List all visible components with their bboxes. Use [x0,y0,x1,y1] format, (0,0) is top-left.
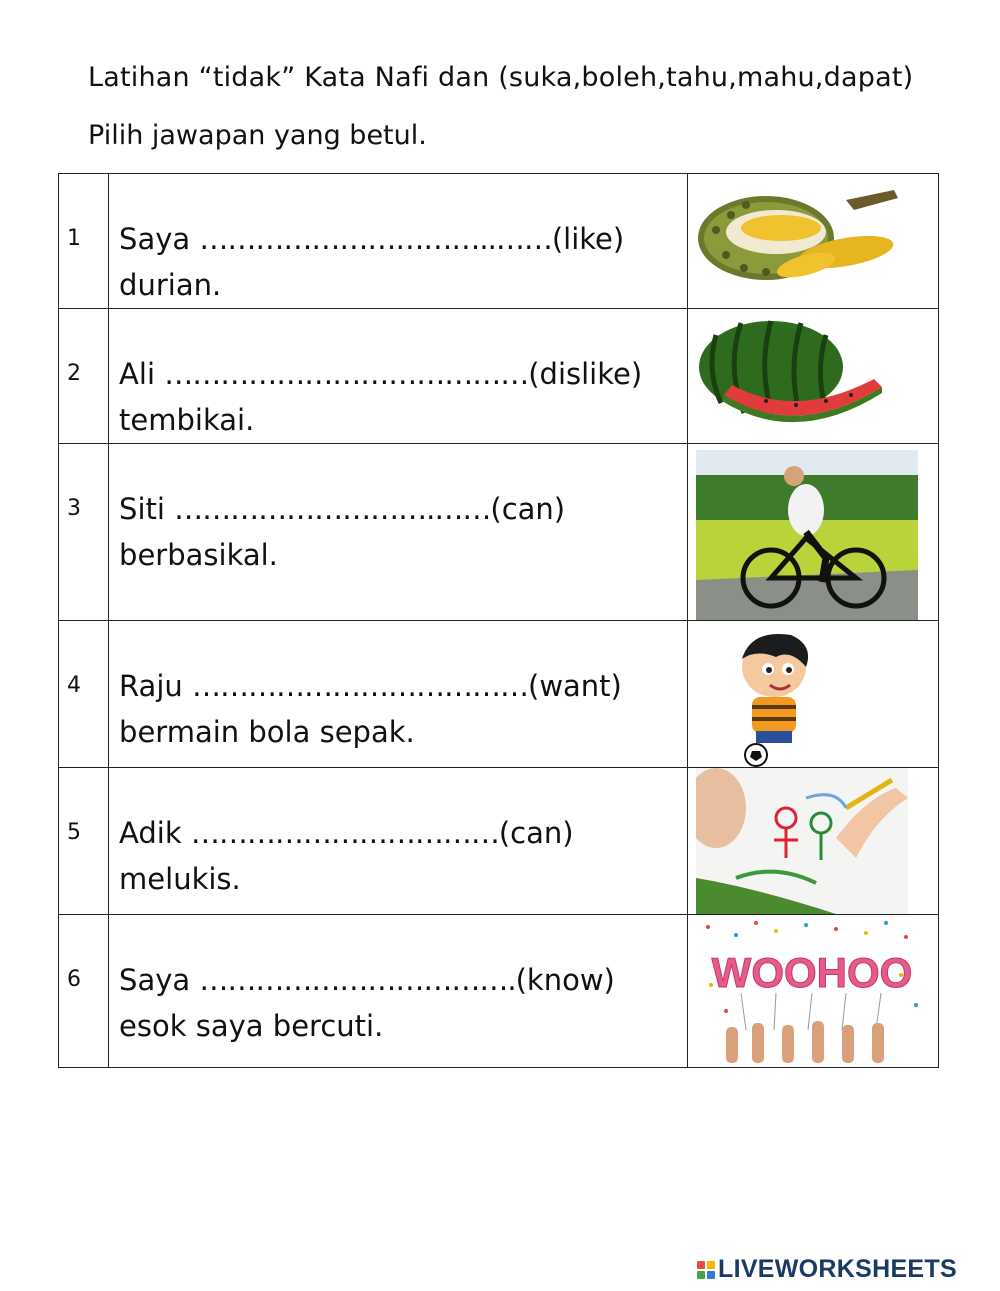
question-text [109,915,688,1068]
question-table [58,173,939,1068]
liveworksheets-brand[interactable] [697,1255,957,1284]
question-row [59,768,939,915]
question-row [59,309,939,444]
question-text [109,768,688,915]
question-row [59,444,939,621]
logo-square [697,1271,705,1279]
answer-blank[interactable]: ……………………….…… [174,492,491,526]
question-image-cell [687,915,938,1068]
question-image-cell [687,768,938,915]
logo-square [707,1271,715,1279]
question-ending: (like) durian. [119,222,625,302]
question-number: 1 [59,174,109,309]
question-ending: (dislike) tembikai. [119,357,643,437]
question-text [109,621,688,768]
question-image-cell [687,621,938,768]
question-number: 5 [59,768,109,915]
question-text [109,309,688,444]
question-ending: (want) bermain bola sepak. [119,669,622,749]
answer-blank[interactable]: ………………………………… [164,357,529,391]
worksheet-title: Latihan “tidak” Kata Nafi dan (suka,boleh,tahu,mahu,dapat) [88,62,914,93]
worksheet-instruction: Pilih jawapan yang betul. [88,120,427,151]
answer-blank[interactable]: …………………………..…… [199,222,552,256]
question-image-cell [687,174,938,309]
cyclist-image [696,450,918,620]
question-number: 4 [59,621,109,768]
woohoo-balloons-image [696,915,928,1063]
answer-blank[interactable]: ……………………………. [199,963,516,997]
durian-image [696,180,911,288]
question-subject: Raju [119,669,192,703]
answer-blank[interactable]: …………………………… [190,816,499,850]
question-number: 2 [59,309,109,444]
question-row [59,915,939,1068]
brand-name: LIVEWORKSHEETS [718,1255,957,1283]
watermelon-image [696,315,886,433]
question-text [109,174,688,309]
child-drawing-image [696,768,908,914]
question-subject: Ali [119,357,165,391]
question-subject: Saya [119,222,200,256]
question-subject: Siti [119,492,175,526]
question-row [59,174,939,309]
question-ending: (can) berbasikal. [119,492,566,572]
question-image-cell [687,309,938,444]
liveworksheets-logo-icon [697,1261,715,1279]
answer-blank[interactable]: ……………………………… [192,669,528,703]
question-text [109,444,688,621]
logo-square [697,1261,705,1269]
question-subject: Adik [119,816,191,850]
question-ending: (know) esok saya bercuti. [119,963,615,1043]
question-number: 3 [59,444,109,621]
question-subject: Saya [119,963,200,997]
boy-playing-football-image [696,627,846,767]
question-image-cell [687,444,938,621]
question-row [59,621,939,768]
question-number: 6 [59,915,109,1068]
woohoo-text: WOOHOO [711,949,913,996]
logo-square [707,1261,715,1269]
question-ending: (can) melukis. [119,816,574,896]
